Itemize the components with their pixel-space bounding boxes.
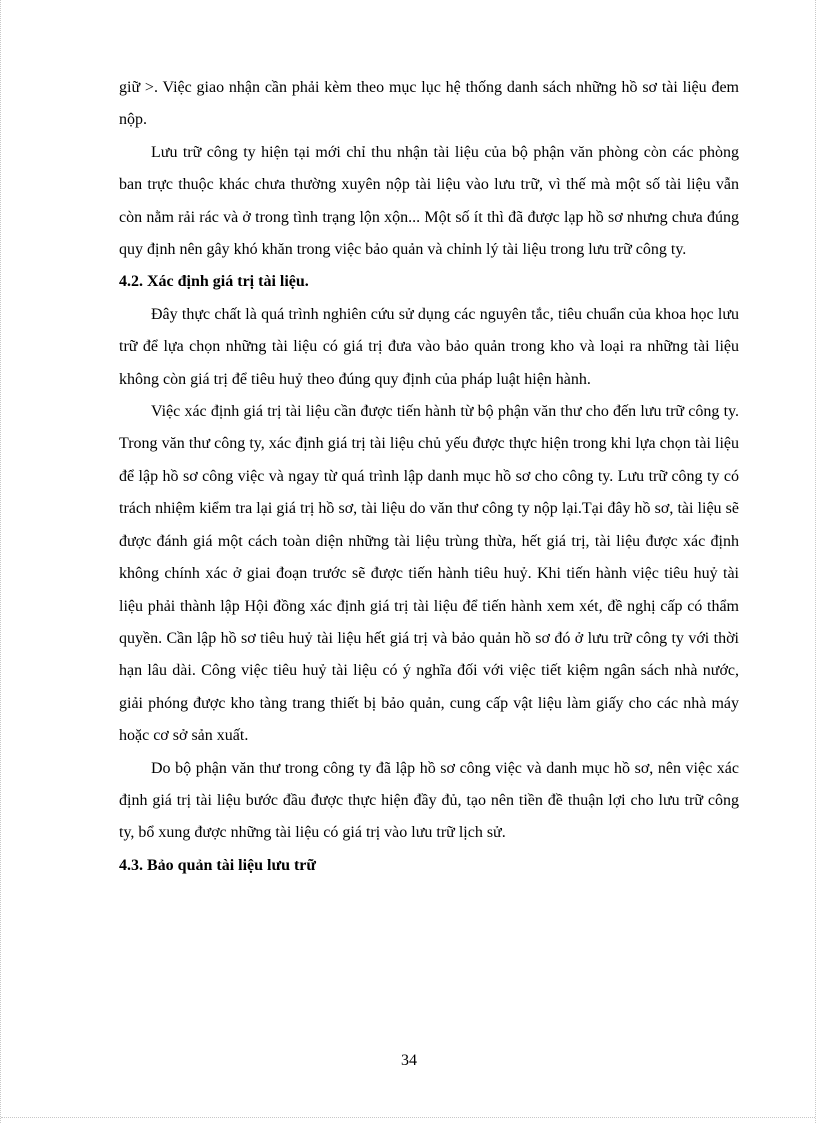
paragraph-continuation: giữ >. Việc giao nhận cần phải kèm theo mục lục hệ thống danh sách những hồ sơ tài liệu đem nộp. — [119, 79, 739, 129]
page-number: 34 — [401, 1052, 417, 1069]
section-heading-4-2: 4.2. Xác định giá trị tài liệu. — [119, 273, 309, 291]
paragraph-storage-status: Lưu trữ công ty hiện tại mới chỉ thu nhận tài liệu của bộ phận văn phòng còn các phòng ban trực thuộc khác chưa thường xuyên nộp tài liệu vào lưu trữ, vì thế mà một số tài liệu vẫn còn nằm rải rác và ở trong tình trạng lộn xộn... Một số ít thì đã được lạp hồ sơ nhưng chưa đúng quy định nên gây khó khăn trong việc bảo quản và chỉnh lý tài liệu trong lưu trữ công ty. — [119, 143, 739, 259]
paragraph-conclusion: Do bộ phận văn thư trong công ty đã lập hồ sơ công việc và danh mục hồ sơ, nên việc xác định giá trị tài liệu bước đầu được thực hiện đầy đủ, tạo nên tiền đề thuận lợi cho lưu trữ công ty, bổ xung được những tài liệu có giá trị vào lưu trữ lịch sử. — [119, 759, 739, 842]
paragraph-definition: Đây thực chất là quá trình nghiên cứu sử dụng các nguyên tắc, tiêu chuẩn của khoa học lưu trữ để lựa chọn những tài liệu có giá trị đưa vào bảo quản trong kho và loại ra những tài liệu không còn giá trị để tiêu huỷ theo đúng quy định của pháp luật hiện hành. — [119, 305, 739, 388]
paragraph-value-determination: Việc xác định giá trị tài liệu cần được tiến hành từ bộ phận văn thư cho đến lưu trữ công ty. Trong văn thư công ty, xác định giá trị tài liệu chủ yếu được thực hiện trong khi lựa chọn tài liệu để lập hồ sơ công việc và ngay từ quá trình lập danh mục hồ sơ cho công ty. Lưu trữ công ty có trách nhiệm kiểm tra lại giá trị hồ sơ, tài liệu do văn thư công ty nộp lại.Tại đây hồ sơ, tài liệu sẽ được đánh giá một cách toàn diện những tài liệu trùng thừa, hết giá trị, tài liệu được xác định không chính xác ở giai đoạn trước sẽ được tiến hành tiêu huỷ. Khi tiến hành việc tiêu huỷ tài liệu phải thành lập Hội đồng xác định giá trị tài liệu để tiến hành xem xét, đề nghị cấp có thẩm quyền. Cần lập hồ sơ tiêu huỷ tài liệu hết giá trị và bảo quản hồ sơ đó ở lưu trữ công ty với thời hạn lâu dài. Công việc tiêu huỷ tài liệu có ý nghĩa đối với việc tiết kiệm ngân sách nhà nước, giải phóng được kho tàng trang thiết bị bảo quản, cung cấp vật liệu làm giấy cho các nhà máy hoặc cơ sở sản xuất. — [119, 403, 739, 745]
page-content — [119, 72, 739, 882]
section-heading-4-3: 4.3. Bảo quản tài liệu lưu trữ — [119, 856, 317, 874]
page-bottom-border — [1, 1117, 815, 1118]
